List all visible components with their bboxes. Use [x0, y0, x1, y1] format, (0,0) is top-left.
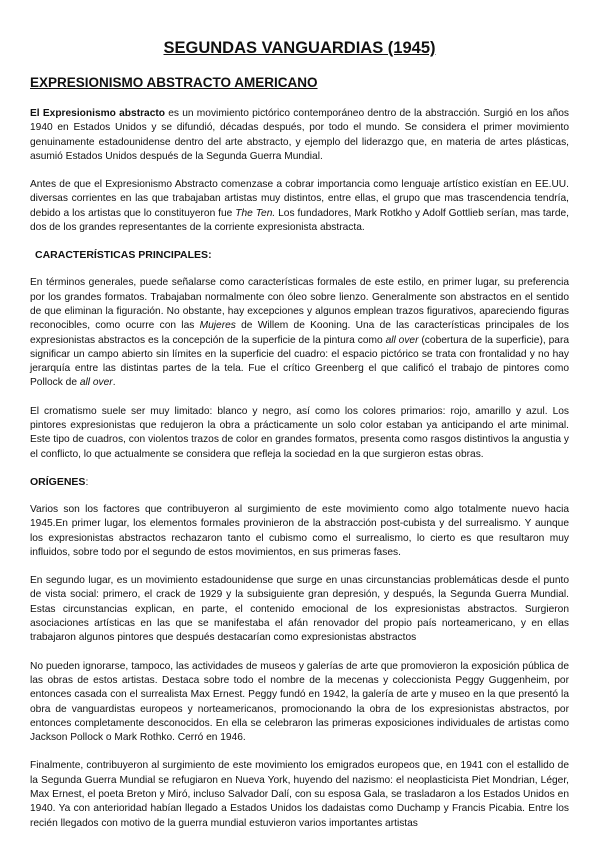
document-title: SEGUNDAS VANGUARDIAS (1945): [163, 39, 436, 57]
paragraph-caracteristicas: [30, 276, 569, 390]
paragraph-antecedentes: [30, 178, 569, 235]
caracteristicas-text-a: En términos generales, puede señalarse como características formales de este estilo, en primer lugar, su preferencia por los grandes formatos. Trabajaban normalmente con óleo sobre lienzo. Generalmente son abstractos en el sentido de que eliminan la figuración. No obstante, hay excepciones y algunos emplean trazos figurativos, apareciendo figuras reconocibles, como ocurre con las: [30, 277, 569, 332]
all-over-italic-2: all over: [79, 377, 113, 389]
caracteristicas-text-b: de Willem de Kooning. Una de las características principales de los expresionistas abstractos es la concepción de la superficie de la pintura como: [30, 320, 569, 346]
caracteristicas-text-d: .: [112, 377, 116, 389]
the-ten-italic: The Ten.: [235, 207, 276, 219]
origenes-colon: :: [85, 475, 89, 488]
mujeres-italic: Mujeres: [199, 320, 236, 332]
paragraph-cromatismo: El cromatismo suele ser muy limitado: blanco y negro, así como los colores primarios: rojo, amarillo y azul. Los pintores expresionistas que redujeron la obra a prácticamente un solo color estaban ya anticipando el arte minimal. Este tipo de cuadros, con violentos trazos de color en grandes formatos, presenta como rasgos distintivos la angustia y el conflicto, lo que actualmente se considera que refleja la sociedad en la que surgieron estas obras.: [30, 405, 569, 460]
intro-lead: El Expresionismo abstracto: [30, 108, 165, 119]
intro-text: es un movimiento pictórico contemporáneo dentro de la abstracción. Surgió en los años 1940 en Estados Unidos y se difundió, décadas después, por todo el mundo. Se considera el primer movimiento genuinamente estadounidense dentro del arte abstracto, y ejemplo del liderazgo que, en materia de artes plásticas, asumió Estados Unidos después de la Segunda Guerra Mundial.: [30, 108, 569, 162]
heading-origenes: [30, 475, 569, 489]
paragraph-intro: [30, 107, 569, 164]
heading-caracteristicas: CARACTERÍSTICAS PRINCIPALES:: [35, 249, 212, 262]
all-over-italic-1: all over: [385, 334, 419, 346]
paragraph-origenes-2: En segundo lugar, es un movimiento estadounidense que surge en unas circunstancias problemáticas desde el punto de vista social: primero, el crack de 1929 y la subsiguiente gran depresión, y después, la Segunda Guerra Mundial. Estas circunstancias explican, en parte, el contenido emocional de los expresionistas abstractos. Surgieron asociaciones artísticas en las que se manifestaba el afán renovador del propio país norteamericano, y en ellas trabajaron algunos pintores que después destacarían como expresionistas abstractos: [30, 575, 569, 644]
antecedentes-text-a: Antes de que el Expresionismo Abstracto comenzase a cobrar importancia como lenguaje artístico existían en EE.UU. diversas corrientes en las que trabajaban artistas muy distintos, entre ellas, el grupo que mas trascendencia tendría, debido a los artistas que lo constituyeron fue: [30, 179, 569, 219]
section-heading: EXPRESIONISMO ABSTRACTO AMERICANO: [30, 75, 318, 90]
origenes-label: ORÍGENES: [30, 475, 86, 488]
document-page: [30, 38, 569, 831]
caracteristicas-text-c: (cobertura de la superficie), para significar un campo abierto sin límites en la superficie del cuadro: el espacio pictórico se trata con frontalidad y no hay jerarquía entre las distintas partes de la tela. Fue el crítico Greenberg el que calificó el trabajo de pintores como Pollock de: [30, 334, 569, 389]
paragraph-origenes-1: Varios son los factores que contribuyeron al surgimiento de este movimiento como algo totalmente nuevo hacia 1945.En primer lugar, los elementos formales provinieron de la abstracción post-cubista y del surrealismo. Y aunque los expresionistas abstractos rechazaron tanto el cubismo como el surrealismo, lo cierto es que resultaron muy influidos, sobre todo por el segundo de estos movimientos, en sus primeras fases.: [30, 503, 569, 558]
paragraph-origenes-3: No pueden ignorarse, tampoco, las actividades de museos y galerías de arte que promovieron la exposición pública de las obras de estos artistas. Destaca sobre todo el nombre de la mecenas y coleccionista Peggy Guggenheim, por entonces casada con el surrealista Max Ernest. Peggy fundó en 1942, la galería de arte y museo en la que presentó la obra de vanguardistas europeos y norteamericanos, promocionando la obra de los expresionistas abstractos, por entonces completamente desconocidos. En ella se celebraron las primeras exposiciones individuales de artistas como Jackson Pollock o Mark Rothko. Cerró en 1946.: [30, 660, 569, 744]
antecedentes-text-b: Los fundadores, Mark Rotkho y Adolf Gottlieb serían, mas tarde, dos de los grandes representantes de la corriente expresionista abstracta.: [30, 207, 569, 234]
paragraph-origenes-4: Finalmente, contribuyeron al surgimiento de este movimiento los emigrados europeos que, en 1941 con el estallido de la Segunda Guerra Mundial se refugiaron en Nueva York, huyendo del nazismo: el neoplasticista Piet Mondrian, Léger, Max Ernest, el poeta Breton y Miró, incluso Salvador Dalí, con su esposa Gala, se trasladaron a los Estados Unidos en 1940. Ya con anterioridad habían llegado a Estados Unidos los dadaistas como Duchamp y Francis Picabia. Entre los recién llegados con motivo de la guerra mundial estuvieron varios importantes artistas: [30, 760, 569, 829]
